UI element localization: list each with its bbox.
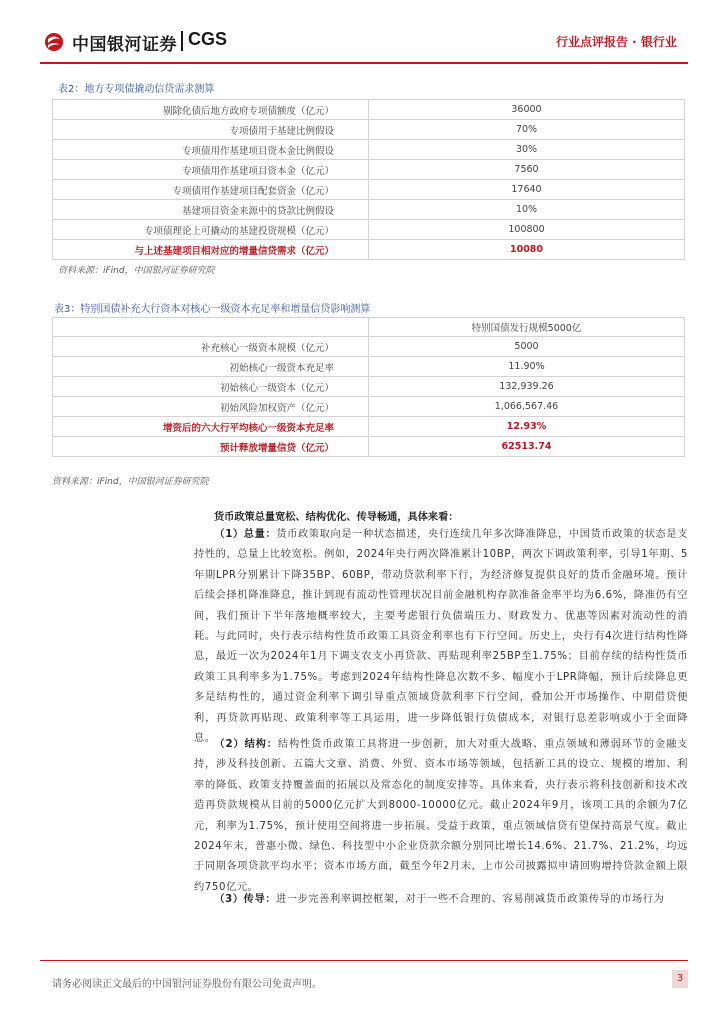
table-row bbox=[53, 397, 685, 417]
table-row-highlight bbox=[53, 417, 685, 437]
table-row bbox=[53, 337, 685, 357]
table2-source: 资料来源：iFind，中国银河证券研究院 bbox=[58, 266, 215, 276]
footer-disclaimer: 请务必阅读正文最后的中国银河证券股份有限公司免责声明。 bbox=[52, 979, 322, 990]
table2 bbox=[52, 99, 685, 260]
header-divider bbox=[40, 62, 688, 64]
row-label: 补充核心一级资本规模（亿元） bbox=[53, 337, 369, 357]
row-label: 初始核心一级资本（亿元） bbox=[53, 377, 369, 397]
row-value: 12.93% bbox=[369, 417, 685, 437]
logo-text: 中国银河证券 bbox=[72, 35, 177, 55]
table-row-highlight bbox=[53, 437, 685, 457]
table-row bbox=[53, 180, 685, 200]
table-row bbox=[53, 357, 685, 377]
row-value: 5000 bbox=[369, 337, 685, 357]
report-type: 行业点评报告 · 银行业 bbox=[556, 35, 677, 49]
paragraph-transmission bbox=[194, 890, 688, 910]
row-value: 7560 bbox=[369, 160, 685, 180]
paragraph-heading: （3）传导： bbox=[214, 894, 277, 905]
paragraph-total bbox=[194, 525, 688, 749]
header-empty-cell bbox=[53, 318, 369, 337]
table-row-highlight bbox=[53, 240, 685, 260]
table3-caption: 表3：特别国债补充大行资本对核心一级资本充足率和增量信贷影响测算 bbox=[54, 304, 371, 315]
row-label: 专项债用作基建项目资本金（亿元） bbox=[53, 160, 369, 180]
table-row bbox=[53, 220, 685, 240]
column-header: 特别国债发行规模5000亿 bbox=[369, 318, 685, 337]
row-label: 专项债用于基建比例假设 bbox=[53, 120, 369, 140]
paragraph-heading: （2）结构： bbox=[214, 739, 278, 750]
row-label: 初始核心一级资本充足率 bbox=[53, 357, 369, 377]
row-value: 1,066,567.46 bbox=[369, 397, 685, 417]
logo-mark-icon bbox=[44, 32, 64, 52]
table3 bbox=[52, 317, 685, 457]
row-label: 增资后的六大行平均核心一级资本充足率 bbox=[53, 417, 369, 437]
row-label: 初始风险加权资产（亿元） bbox=[53, 397, 369, 417]
row-value: 10% bbox=[369, 200, 685, 220]
table-row bbox=[53, 100, 685, 120]
table-row bbox=[53, 120, 685, 140]
footer-divider bbox=[40, 960, 688, 961]
logo-separator bbox=[181, 31, 183, 51]
table-row bbox=[53, 200, 685, 220]
row-value: 10080 bbox=[369, 240, 685, 260]
row-value: 100800 bbox=[369, 220, 685, 240]
section-lead: 货币政策总量宽松、结构优化、传导畅通，具体来看： bbox=[214, 512, 459, 523]
table2-caption: 表2：地方专项债撬动信贷需求测算 bbox=[58, 84, 215, 95]
paragraph-structure bbox=[194, 735, 688, 898]
row-label: 剔除化债后地方政府专项债额度（亿元） bbox=[53, 100, 369, 120]
row-value: 70% bbox=[369, 120, 685, 140]
row-value: 17640 bbox=[369, 180, 685, 200]
table-row bbox=[53, 140, 685, 160]
row-label: 预计释放增量信贷（亿元） bbox=[53, 437, 369, 457]
row-label: 专项债理论上可撬动的基建投资规模（亿元） bbox=[53, 220, 369, 240]
row-value: 132,939.26 bbox=[369, 377, 685, 397]
row-value: 11.90% bbox=[369, 357, 685, 377]
logo-english: CGS bbox=[188, 29, 228, 49]
table-header-row bbox=[53, 318, 685, 337]
table-row bbox=[53, 377, 685, 397]
row-label: 基建项目资金来源中的贷款比例假设 bbox=[53, 200, 369, 220]
row-label: 与上述基建项目相对应的增量信贷需求（亿元） bbox=[53, 240, 369, 260]
table-row bbox=[53, 160, 685, 180]
row-value: 30% bbox=[369, 140, 685, 160]
table3-source: 资料来源：iFind，中国银河证券研究院 bbox=[52, 477, 209, 487]
row-label: 专项债用作基建项目配套资金（亿元） bbox=[53, 180, 369, 200]
paragraph-text: 货币政策取向是一种状态描述，央行连续几年多次降准降息，中国货币政策的状态是支持性的，总量上比较宽松。例如，2024年央行两次降准累计10BP，两次下调政策利率，引导1年期、5年期LPR分别累计下降35BP、60BP，带动贷款利率下行，为经济修复提供良好的货币金融环境。预计后续会择机降准降息，推计到现有流动性管理状况目前金融机构存款准备金率平均为6.6%，降准仍有空间，我们预计下半年落地概率较大，主要考虑银行负债端压力、财政发力、优惠等因素对流动性的消耗。与此同时，央行表示结构性货币政策工具资金利率也有下行空间。历史上，央行有4次进行结构性降息，最近一次为2024年1月下调支农支小再贷款、再贴现利率25BP至1.75%；目前存续的结构性货币政策工具利率多为1.75%。考虑到2024年结构性降息次数不多、幅度小于LPR降幅，预计后续降息更多是结构性的，通过资金利率下调引导重点领域贷款利率下行空间，叠加公开市场操作、中期借贷便利，再贷款再贴现、政策利率等工具运用，进一步降低银行负债成本，对银行息差影响或小于全面降息。 bbox=[194, 529, 688, 745]
page-number: 3 bbox=[672, 970, 688, 988]
paragraph-text: 结构性货币政策工具将进一步创新，加大对重大战略、重点领域和薄弱环节的金融支持，涉及科技创新、五篇大文章、消费、外贸、资本市场等领域，包括新工具的设立、规模的增加、利率的降低、政策支持覆盖面的拓展以及常态化的制度安排等。具体来看，央行表示将科技创新和技术改造再贷款规模从目前的5000亿元扩大到8000-10000亿元。截止2024年9月，该项工具的余额为7亿元，利率为1.75%，预计使用空间将进一步拓展。受益于政策，重点领域信贷有望保持高景气度。截止2024年末，普惠小微、绿色、科技型中小企业贷款余额分别同比增长14.6%、21.7%、21.2%，均远于同期各项贷款平均水平；资本市场方面，截至今年2月末，上市公司披露拟申请回购增持贷款金额上限约750亿元。 bbox=[194, 739, 688, 893]
row-value: 62513.74 bbox=[369, 437, 685, 457]
row-value: 36000 bbox=[369, 100, 685, 120]
paragraph-text: 进一步完善利率调控框架，对于一些不合理的、容易削减货币政策传导的市场行为 bbox=[276, 894, 665, 905]
paragraph-heading: （1）总量： bbox=[214, 529, 277, 540]
row-label: 专项债用作基建项目资本金比例假设 bbox=[53, 140, 369, 160]
